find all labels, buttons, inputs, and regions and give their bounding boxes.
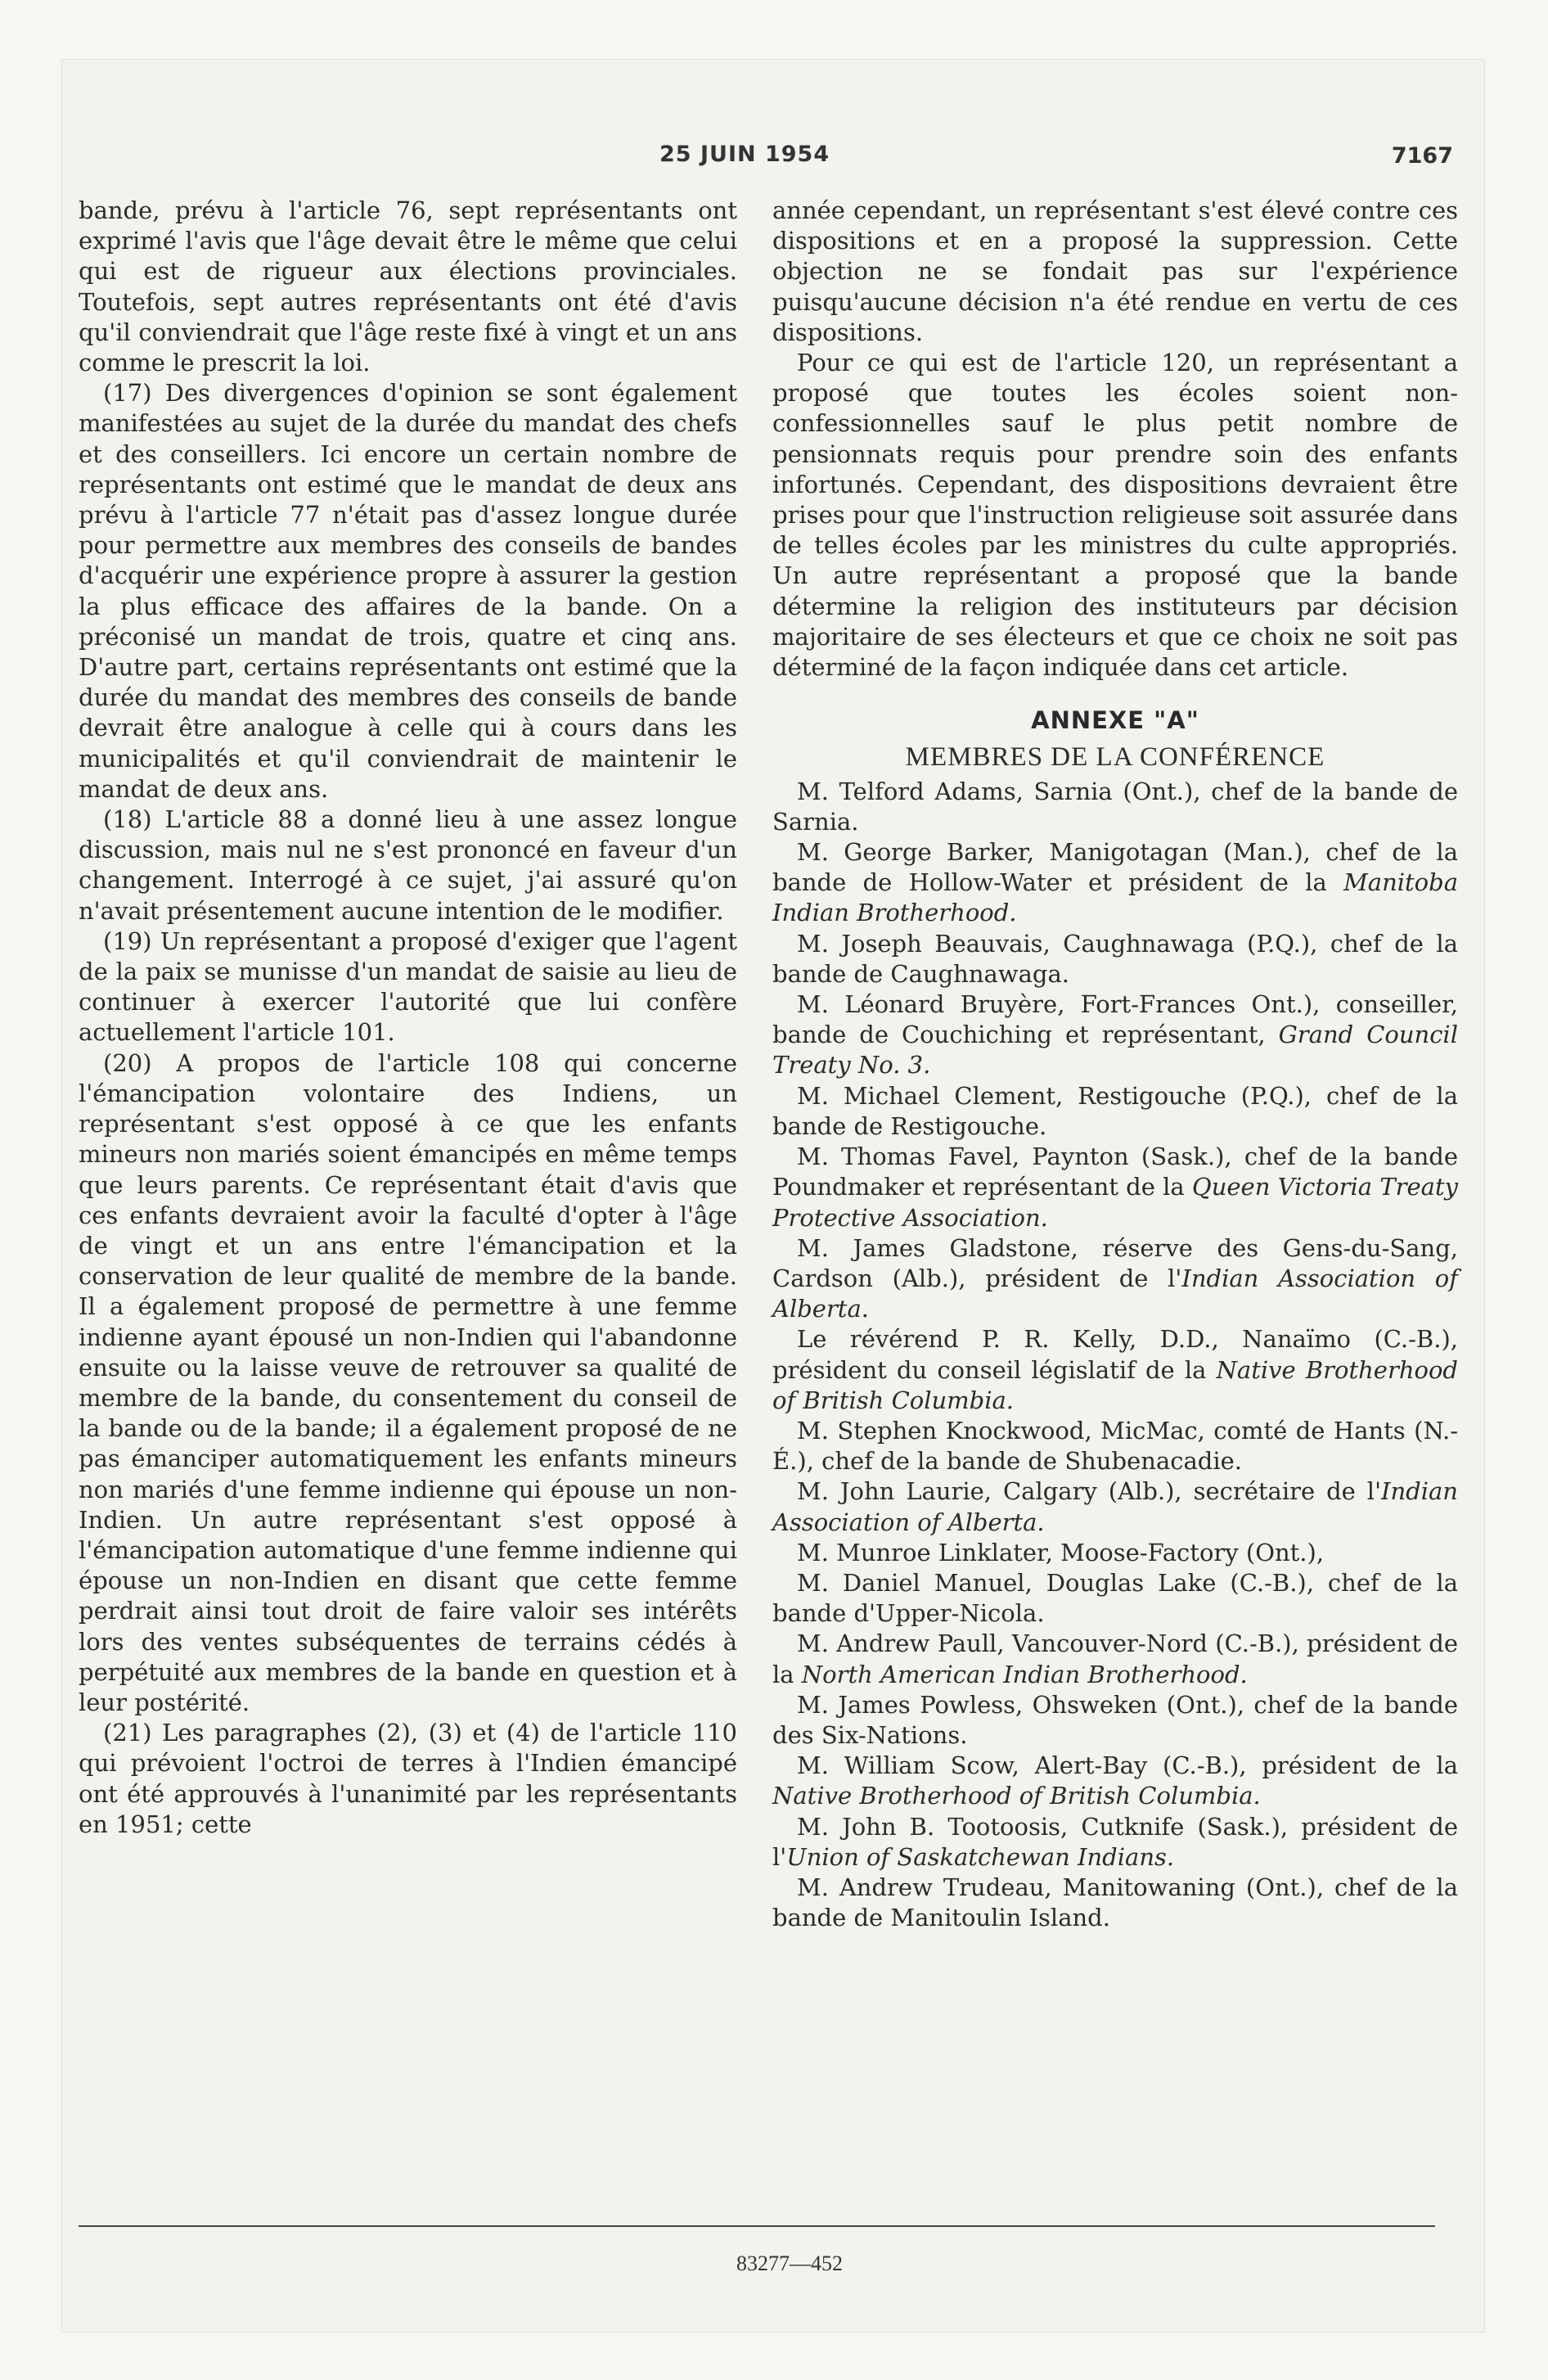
page-header [62, 142, 1484, 183]
left-column [79, 196, 737, 1840]
member-entry [772, 1629, 1458, 1689]
member-organization: Native Brotherhood of British Columbia. [772, 1355, 1458, 1414]
footer-code: 83277—452 [736, 2252, 843, 2275]
member-text: M. Munroe Linklater, Moose-Factory (Ont.), [797, 1538, 1325, 1566]
member-organization: Native Brotherhood of British Columbia. [772, 1782, 1261, 1810]
member-organization: Indian Association of Alberta. [772, 1264, 1459, 1323]
member-text: M. William Scow, Alert-Bay (C.-B.), président de la [797, 1751, 1458, 1780]
annex-subtitle: MEMBRES DE LA CONFÉRENCE [905, 742, 1325, 773]
member-text: M. John Laurie, Calgary (Alb.), secrétaire de l' [797, 1477, 1382, 1506]
member-entry [772, 1873, 1458, 1933]
header-date: 25 JUIN 1954 [659, 142, 830, 167]
right-column [772, 196, 1458, 1933]
left-paragraph: (18) L'article 88 a donné lieu à une assez longue discussion, mais nul ne s'est prononcé en faveur d'un changement. Interrogé à ce sujet, j'ai assuré qu'on n'avait présentement aucune intention de le modifier. [79, 805, 737, 925]
member-text: M. Léonard Bruyère, Fort-Frances Ont.), conseiller, bande de Couchiching et représentant, [772, 990, 1458, 1049]
member-text: M. James Gladstone, réserve des Gens-du-Sang, Cardson (Alb.), président de l' [772, 1233, 1458, 1292]
member-entry [772, 1751, 1458, 1811]
member-text: Le révérend P. R. Kelly, D.D., Nanaïmo (C.-B.), président du conseil législatif de la [772, 1325, 1458, 1384]
member-entry [772, 1416, 1458, 1476]
member-text: M. Michael Clement, Restigouche (P.Q.), chef de la bande de Restigouche. [772, 1081, 1458, 1140]
member-entry [772, 1476, 1458, 1537]
member-organization: Queen Victoria Treaty Protective Association. [772, 1173, 1458, 1232]
member-text: M. Joseph Beauvais, Caughnawaga (P.Q.), chef de la bande de Caughnawaga. [772, 929, 1458, 988]
member-entry [772, 1324, 1458, 1416]
member-organization: Indian Association of Alberta. [772, 1477, 1458, 1536]
member-text: M. Telford Adams, Sarnia (Ont.), chef de la bande de Sarnia. [772, 777, 1458, 836]
annex-title: ANNEXE "A" [1031, 706, 1199, 735]
member-organization: Union of Saskatchewan Indians. [786, 1842, 1175, 1871]
member-entry [772, 989, 1458, 1081]
member-text: M. Thomas Favel, Paynton (Sask.), chef de la bande Poundmaker et représentant de la [772, 1143, 1458, 1201]
footer-rule [79, 2225, 1435, 2227]
header-page-number: 7167 [1391, 143, 1453, 169]
member-organization: North American Indian Brotherhood. [801, 1660, 1248, 1688]
member-organization: Manitoba Indian Brotherhood. [772, 868, 1458, 927]
left-paragraph: (19) Un représentant a proposé d'exiger que l'agent de la paix se munisse d'un mandat de saisie au lieu de continuer à exercer l'autorité que lui confère actuellement l'article 101. [79, 926, 737, 1047]
left-paragraph: bande, prévu à l'article 76, sept représentants ont exprimé l'avis que l'âge devait être le même que celui qui est de rigueur aux élections provinciales. Toutefois, sept autres représentants ont été d'avis qu'il conviendrait que l'âge reste fixé à vingt et un ans comme le prescrit la loi. [79, 196, 737, 377]
left-paragraph: (20) A propos de l'article 108 qui concerne l'émancipation volontaire des Indiens, un représentant s'est opposé à ce que les enfants mineurs non mariés soient émancipés en même temps que leurs parents. Ce représentant était d'avis que ces enfants devraient avoir la faculté d'opter à l'âge de vingt et un ans entre l'émancipation et la conservation de leur qualité de membre de la bande. Il a également proposé de permettre à une femme indienne ayant épousé un non-Indien qui l'abandonne ensuite ou la laisse veuve de retrouver sa qualité de membre de la bande, du consentement du conseil de la bande ou de la bande; il a également proposé de ne pas émanciper automatiquement les enfants mineurs non mariés d'une femme indienne qui épouse un non-Indien. Un autre représentant s'est opposé à l'émancipation automatique d'une femme indienne qui épouse un non-Indien en disant que cette femme perdrait ainsi tout droit de faire valoir ses intérêts lors des ventes subséquentes de terrains cédés à perpétuité aux membres de la bande en question et à leur postérité. [79, 1048, 737, 1716]
member-text: M. James Powless, Ohsweken (Ont.), chef de la bande des Six-Nations. [772, 1690, 1458, 1749]
member-entry [772, 1142, 1458, 1233]
member-text: M. George Barker, Manigotagan (Man.), chef de la bande de Hollow-Water et président de la [772, 838, 1458, 897]
member-entry [772, 1081, 1458, 1142]
member-text: M. Stephen Knockwood, MicMac, comté de Hants (N.-É.), chef de la bande de Shubenacadie. [772, 1416, 1458, 1476]
member-text: M. Andrew Paull, Vancouver-Nord (C.-B.), président de la [772, 1629, 1458, 1688]
member-entry [772, 837, 1458, 929]
member-entry [772, 1568, 1458, 1629]
member-organization: Grand Council Treaty No. 3. [772, 1021, 1458, 1080]
member-text: M. Daniel Manuel, Douglas Lake (C.-B.), chef de la bande d'Upper-Nicola. [772, 1568, 1458, 1628]
member-entry [772, 929, 1458, 989]
left-paragraph: (21) Les paragraphes (2), (3) et (4) de l'article 110 qui prévoient l'octroi de terres à l'Indien émancipé ont été approuvés à l'unanimité par les représentants en 1951; cette [79, 1719, 737, 1838]
member-entry [772, 1538, 1458, 1568]
member-text: M. John B. Tootoosis, Cutknife (Sask.), président de l' [772, 1812, 1458, 1871]
right-paragraph: Pour ce qui est de l'article 120, un représentant a proposé que toutes les écoles soient non-confessionnelles sauf le plus petit nombre de pensionnats requis pour prendre soin des enfants infortunés. Cependant, des dispositions devraient être prises pour que l'instruction religieuse soit assurée dans de telles écoles par les ministres du culte appropriés. Un autre représentant a proposé que la bande détermine la religion des instituteurs par décision majoritaire de ses électeurs et que ce choix ne soit pas déterminé de la façon indiquée dans cet article. [772, 349, 1458, 682]
member-entry [772, 1233, 1458, 1325]
member-text: M. Andrew Trudeau, Manitowaning (Ont.), chef de la bande de Manitoulin Island. [772, 1873, 1458, 1932]
member-list [772, 777, 1458, 1934]
member-entry [772, 1690, 1458, 1751]
right-paragraph: année cependant, un représentant s'est élevé contre ces dispositions et en a proposé la suppression. Cette objection ne se fondait pas sur l'expérience puisqu'aucune décision n'a été rendue en vertu de ces dispositions. [772, 196, 1458, 346]
document-page [61, 59, 1485, 2333]
member-entry [772, 777, 1458, 837]
member-entry [772, 1812, 1458, 1873]
left-paragraph: (17) Des divergences d'opinion se sont également manifestées au sujet de la durée du mandat des chefs et des conseillers. Ici encore un certain nombre de représentants ont estimé que le mandat de deux ans prévu à l'article 77 n'était pas d'assez longue durée pour permettre aux membres des conseils de bandes d'acquérir une expérience propre à assurer la gestion la plus efficace des affaires de la bande. On a préconisé un mandat de trois, quatre et cinq ans. D'autre part, certains représentants ont estimé que la durée du mandat des membres des conseils de bande devrait être analogue à celle qui à cours dans les municipalités et qu'il conviendrait de maintenir le mandat de deux ans. [79, 379, 737, 803]
